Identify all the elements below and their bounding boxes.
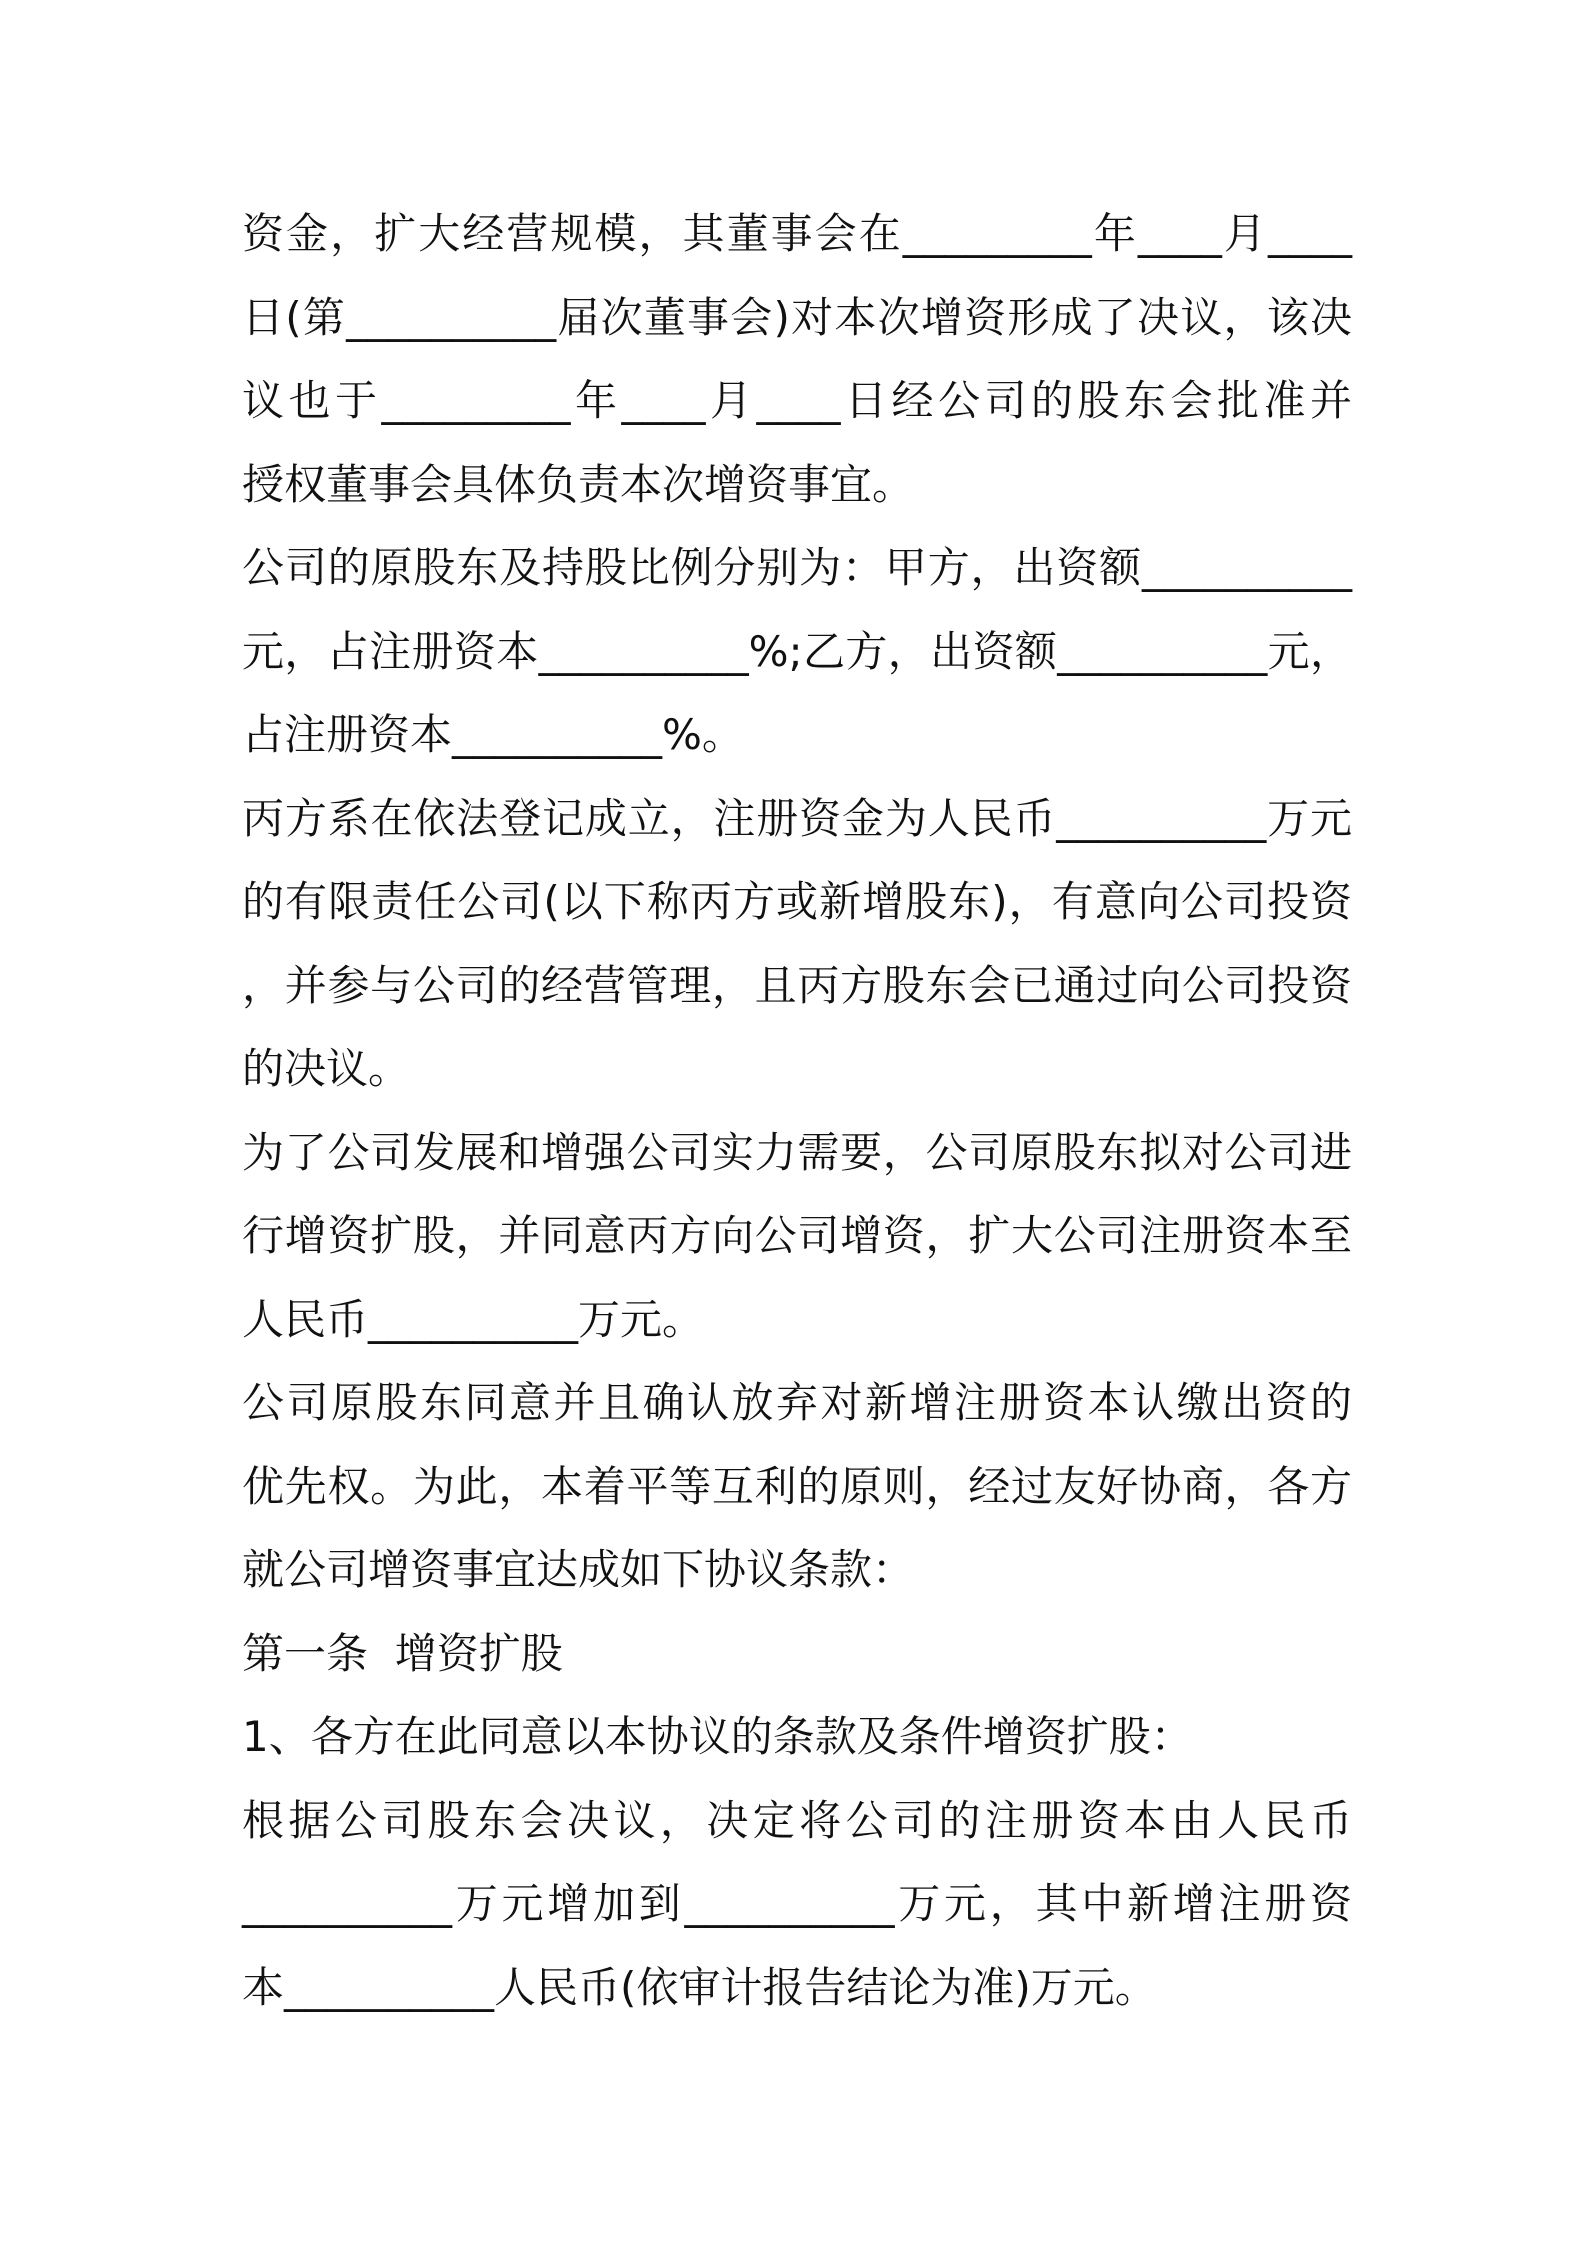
document-body [242, 192, 1352, 2029]
text-line-21: __________万元增加到__________万元，其中新增注册资 [242, 1879, 1352, 1928]
text-line-17: 就公司增资事宜达成如下协议条款： [242, 1545, 915, 1594]
clause-1-heading: 1、各方在此同意以本协议的条款及条件增资扩股： [242, 1712, 1193, 1761]
text-line-8: 丙方系在依法登记成立，注册资金为人民币__________万元 [242, 793, 1352, 843]
text-line-12: 为了公司发展和增强公司实力需要，公司原股东拟对公司进 [242, 1127, 1352, 1177]
article-heading: 第一条 增资扩股 [242, 1628, 563, 1678]
text-line-1: 资金，扩大经营规模，其董事会在_________年____月____ [242, 209, 1352, 258]
text-line-20: 根据公司股东会决议，决定将公司的注册资本由人民币 [242, 1795, 1352, 1845]
text-line-3: 议也于_________年____月____日经公司的股东会批准并 [242, 376, 1352, 425]
text-line-11: 的决议。 [242, 1044, 411, 1093]
text-line-4: 授权董事会具体负责本次增资事宜。 [242, 459, 915, 509]
text-line-14: 人民币__________万元。 [242, 1294, 705, 1344]
text-line-15: 公司原股东同意并且确认放弃对新增注册资本认缴出资的 [242, 1378, 1352, 1427]
text-line-6: 元，占注册资本__________%;乙方，出资额__________元， [242, 626, 1352, 676]
text-line-5: 公司的原股东及持股比例分别为：甲方，出资额__________ [242, 543, 1352, 592]
text-line-9: 的有限责任公司(以下称丙方或新增股东)，有意向公司投资 [242, 877, 1352, 926]
text-line-2: 日(第__________届次董事会)对本次增资形成了决议，该决 [242, 292, 1352, 342]
text-line-10: ，并参与公司的经营管理，且丙方股东会已通过向公司投资 [242, 960, 1352, 1010]
text-line-16: 优先权。为此，本着平等互利的原则，经过友好协商，各方 [242, 1461, 1352, 1511]
text-line-7: 占注册资本__________%。 [242, 710, 744, 759]
text-line-22: 本__________人民币(依审计报告结论为准)万元。 [242, 1962, 1157, 2012]
text-line-13: 行增资扩股，并同意丙方向公司增资，扩大公司注册资本至 [242, 1211, 1352, 1260]
